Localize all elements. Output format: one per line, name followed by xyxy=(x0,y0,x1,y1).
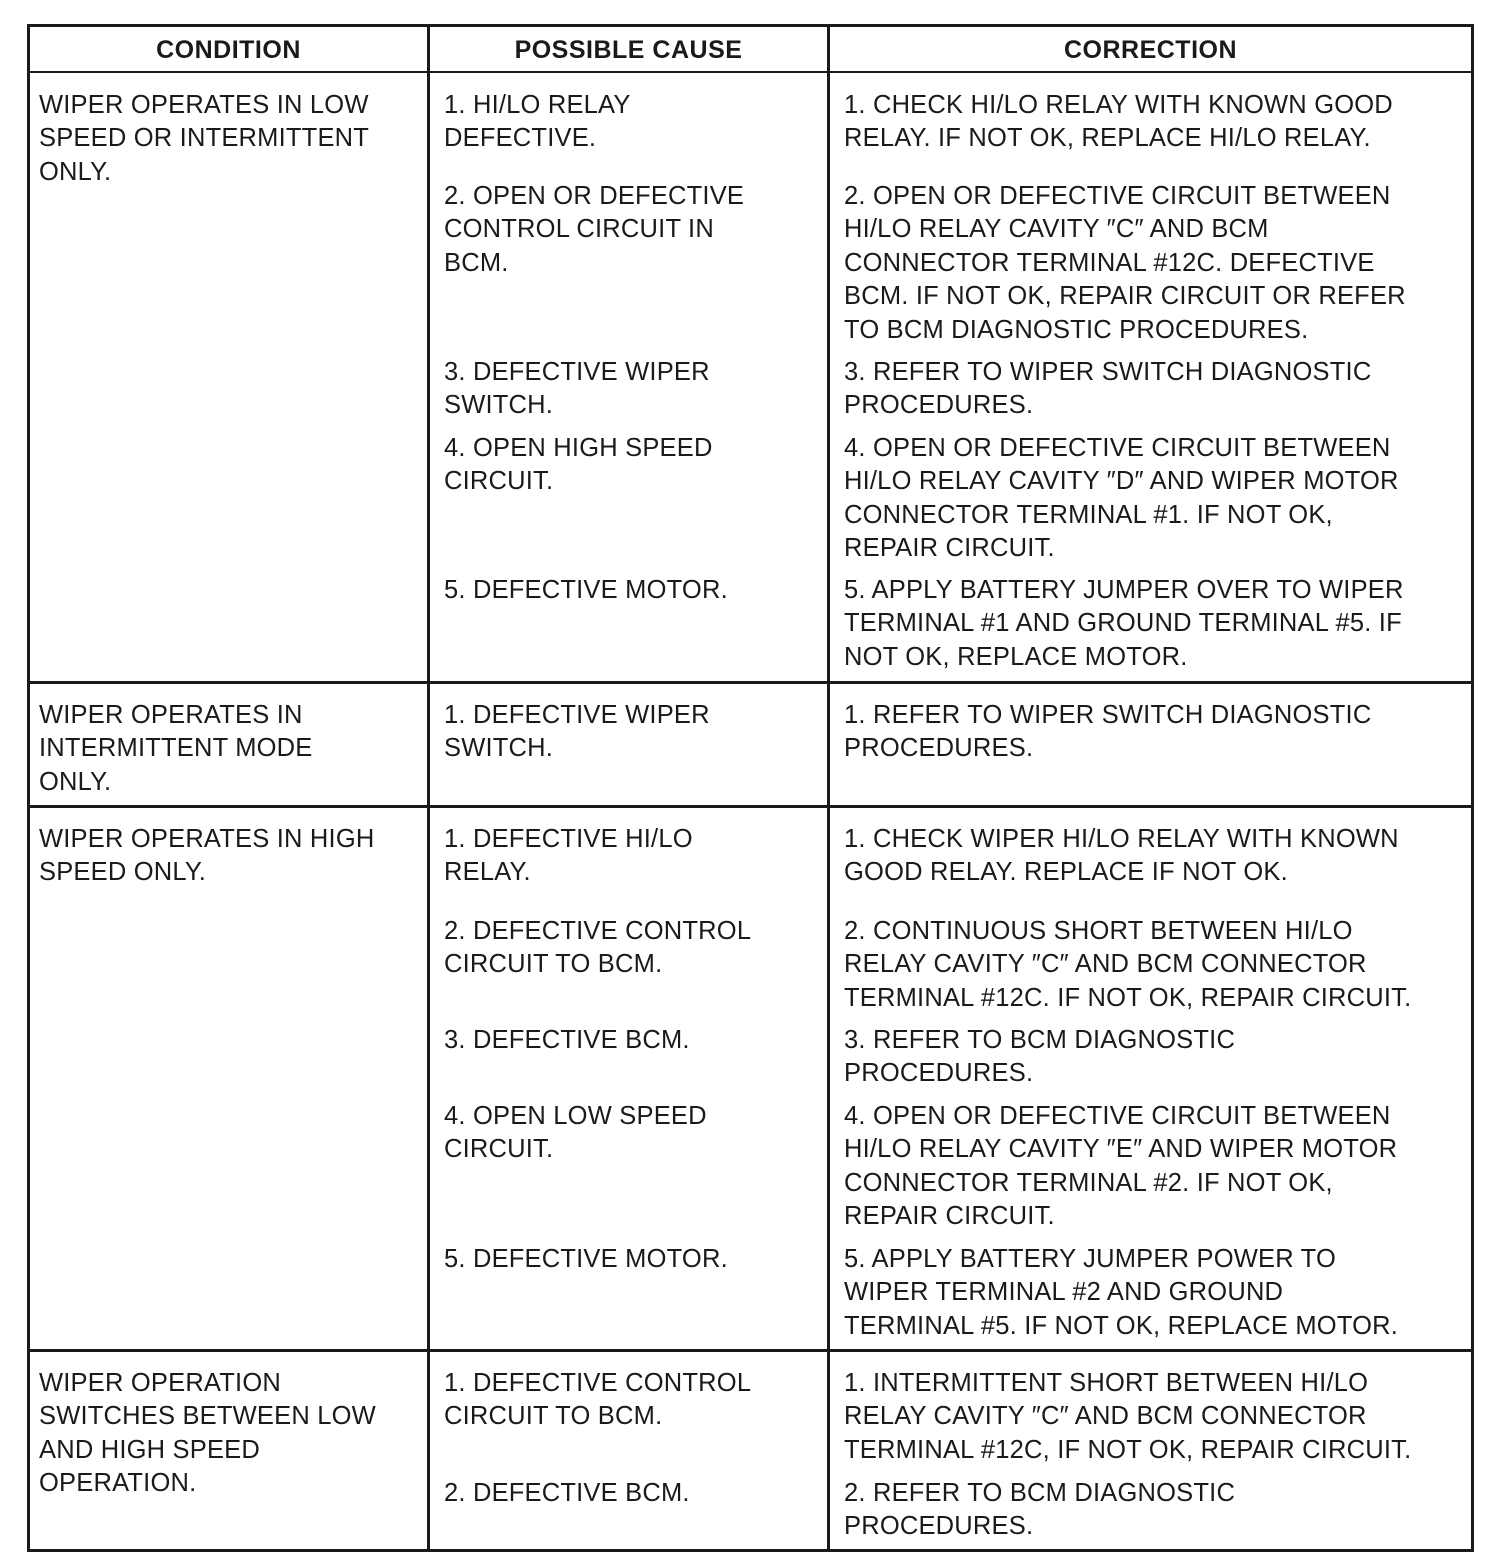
header-correction: CORRECTION xyxy=(1063,36,1238,64)
column-divider xyxy=(427,27,430,1549)
cause-cell: 2. DEFECTIVE CONTROL CIRCUIT TO BCM. xyxy=(444,917,752,979)
cause-cell: 5. DEFECTIVE MOTOR. xyxy=(444,1245,728,1273)
cause-cell: 1. DEFECTIVE HI/LO RELAY. xyxy=(444,825,693,887)
correction-cell: 1. CHECK WIPER HI/LO RELAY WITH KNOWN GOOD RELAY. REPLACE IF NOT OK. xyxy=(844,825,1399,887)
cause-cell: 1. DEFECTIVE CONTROL CIRCUIT TO BCM. xyxy=(444,1369,752,1431)
cause-cell: 1. DEFECTIVE WIPER SWITCH. xyxy=(444,701,710,763)
correction-cell: 1. INTERMITTENT SHORT BETWEEN HI/LO RELAY CAVITY ″C″ AND BCM CONNECTOR TERMINAL #12C, IF NOT OK, REPAIR CIRCUIT. xyxy=(844,1369,1412,1464)
condition-cell: WIPER OPERATES IN HIGH SPEED ONLY. xyxy=(39,825,375,887)
correction-cell: 5. APPLY BATTERY JUMPER POWER TO WIPER TERMINAL #2 AND GROUND TERMINAL #5. IF NOT OK, REPLACE MOTOR. xyxy=(844,1245,1399,1340)
correction-cell: 3. REFER TO WIPER SWITCH DIAGNOSTIC PROCEDURES. xyxy=(844,358,1372,420)
cause-cell: 3. DEFECTIVE BCM. xyxy=(444,1026,690,1054)
cause-cell: 2. OPEN OR DEFECTIVE CONTROL CIRCUIT IN BCM. xyxy=(444,182,745,277)
cause-cell: 4. OPEN LOW SPEED CIRCUIT. xyxy=(444,1102,707,1164)
row-divider xyxy=(30,805,1471,808)
condition-cell: WIPER OPERATES IN INTERMITTENT MODE ONLY. xyxy=(39,701,313,796)
cause-cell: 2. DEFECTIVE BCM. xyxy=(444,1479,690,1507)
condition-cell: WIPER OPERATION SWITCHES BETWEEN LOW AND HIGH SPEED OPERATION. xyxy=(39,1369,376,1498)
correction-cell: 4. OPEN OR DEFECTIVE CIRCUIT BETWEEN HI/LO RELAY CAVITY ″D″ AND WIPER MOTOR CONNECTOR TERMINAL #1. IF NOT OK, REPAIR CIRCUIT. xyxy=(844,434,1399,563)
correction-cell: 1. CHECK HI/LO RELAY WITH KNOWN GOOD RELAY. IF NOT OK, REPLACE HI/LO RELAY. xyxy=(844,91,1393,153)
cause-cell: 3. DEFECTIVE WIPER SWITCH. xyxy=(444,358,710,420)
header-divider xyxy=(30,71,1471,73)
condition-cell: WIPER OPERATES IN LOW SPEED OR INTERMITTENT ONLY. xyxy=(39,91,370,186)
header-condition: CONDITION xyxy=(156,36,301,64)
correction-cell: 2. CONTINUOUS SHORT BETWEEN HI/LO RELAY CAVITY ″C″ AND BCM CONNECTOR TERMINAL #12C. IF NOT OK, REPAIR CIRCUIT. xyxy=(844,917,1412,1012)
row-divider xyxy=(30,681,1471,684)
correction-cell: 4. OPEN OR DEFECTIVE CIRCUIT BETWEEN HI/LO RELAY CAVITY ″E″ AND WIPER MOTOR CONNECTOR TERMINAL #2. IF NOT OK, REPAIR CIRCUIT. xyxy=(844,1102,1398,1231)
column-divider xyxy=(827,27,830,1549)
header-possible-cause: POSSIBLE CAUSE xyxy=(514,36,743,64)
cause-cell: 5. DEFECTIVE MOTOR. xyxy=(444,576,728,604)
correction-cell: 3. REFER TO BCM DIAGNOSTIC PROCEDURES. xyxy=(844,1026,1236,1088)
correction-cell: 2. OPEN OR DEFECTIVE CIRCUIT BETWEEN HI/LO RELAY CAVITY ″C″ AND BCM CONNECTOR TERMINAL #12C. DEFECTIVE BCM. IF NOT OK, REPAIR CIRCUIT OR REFER TO BCM DIAGNOSTIC PROCEDURES. xyxy=(844,182,1406,344)
row-divider xyxy=(30,1349,1471,1352)
diagnosis-table xyxy=(27,24,1474,1552)
correction-cell: 2. REFER TO BCM DIAGNOSTIC PROCEDURES. xyxy=(844,1479,1236,1541)
correction-cell: 5. APPLY BATTERY JUMPER OVER TO WIPER TERMINAL #1 AND GROUND TERMINAL #5. IF NOT OK, REPLACE MOTOR. xyxy=(844,576,1404,671)
correction-cell: 1. REFER TO WIPER SWITCH DIAGNOSTIC PROCEDURES. xyxy=(844,701,1372,763)
cause-cell: 4. OPEN HIGH SPEED CIRCUIT. xyxy=(444,434,713,496)
cause-cell: 1. HI/LO RELAY DEFECTIVE. xyxy=(444,91,631,153)
